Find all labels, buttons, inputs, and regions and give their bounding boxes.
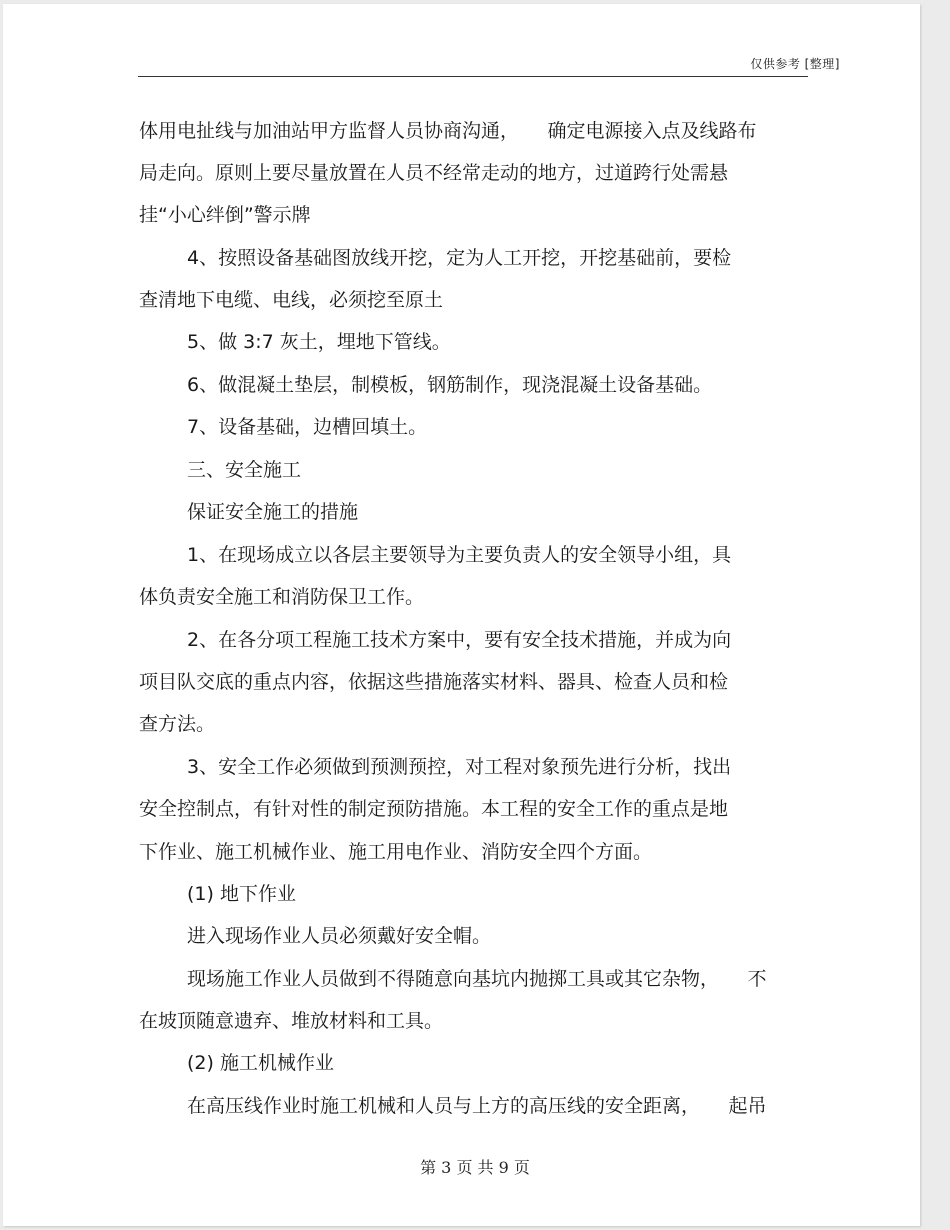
body-line: 4、按照设备基础图放线开挖，定为人工开挖，开挖基础前，要检 (187, 247, 732, 269)
body-line: 现场施工作业人员做到不得随意向基坑内抛掷工具或其它杂物， 不 (187, 968, 767, 990)
header-note: 仅供参考 [整理] (750, 57, 840, 71)
body-line: 2、在各分项工程施工技术方案中，要有安全技术措施，并成为向 (187, 629, 732, 651)
subsection-heading: 保证安全施工的措施 (187, 501, 359, 523)
body-line: 在高压线作业时施工机械和人员与上方的高压线的安全距离， 起吊 (187, 1095, 767, 1117)
body-line: 进入现场作业人员必须戴好安全帽。 (187, 925, 492, 947)
page-number-footer: 第 3 页 共 9 页 (420, 1158, 530, 1177)
body-line: 体用电扯线与加油站甲方监督人员协商沟通， 确定电源接入点及线路布 (139, 120, 757, 142)
body-line: 7、设备基础，边槽回填土。 (187, 416, 428, 438)
body-line: 3、安全工作必须做到预测预控，对工程对象预先进行分析，找出 (187, 756, 732, 778)
body-line: 在坡顶随意遗弃、堆放材料和工具。 (139, 1010, 444, 1032)
document-page (3, 4, 920, 1226)
item-heading: (2) 施工机械作业 (187, 1052, 334, 1074)
body-line: 查方法。 (139, 713, 216, 735)
body-line: 挂“小心绊倒”警示牌 (139, 204, 311, 226)
body-line: 局走向。原则上要尽量放置在人员不经常走动的地方，过道跨行处需悬 (139, 162, 729, 184)
body-line: 5、做 3:7 灰土，埋地下管线。 (187, 331, 451, 353)
item-heading: (1) 地下作业 (187, 883, 296, 905)
body-line: 下作业、施工机械作业、施工用电作业、消防安全四个方面。 (139, 841, 653, 863)
body-line: 安全控制点，有针对性的制定预防措施。本工程的安全工作的重点是地 (139, 798, 729, 820)
body-line: 1、在现场成立以各层主要领导为主要负责人的安全领导小组，具 (187, 544, 732, 566)
section-heading: 三、安全施工 (187, 459, 302, 481)
header-divider (138, 76, 808, 77)
body-line: 6、做混凝土垫层，制模板，钢筋制作，现浇混凝土设备基础。 (187, 374, 713, 396)
body-line: 查清地下电缆、电线，必须挖至原土 (139, 289, 444, 311)
body-line: 项目队交底的重点内容，依据这些措施落实材料、器具、检查人员和检 (139, 671, 729, 693)
body-line: 体负责安全施工和消防保卫工作。 (139, 586, 425, 608)
